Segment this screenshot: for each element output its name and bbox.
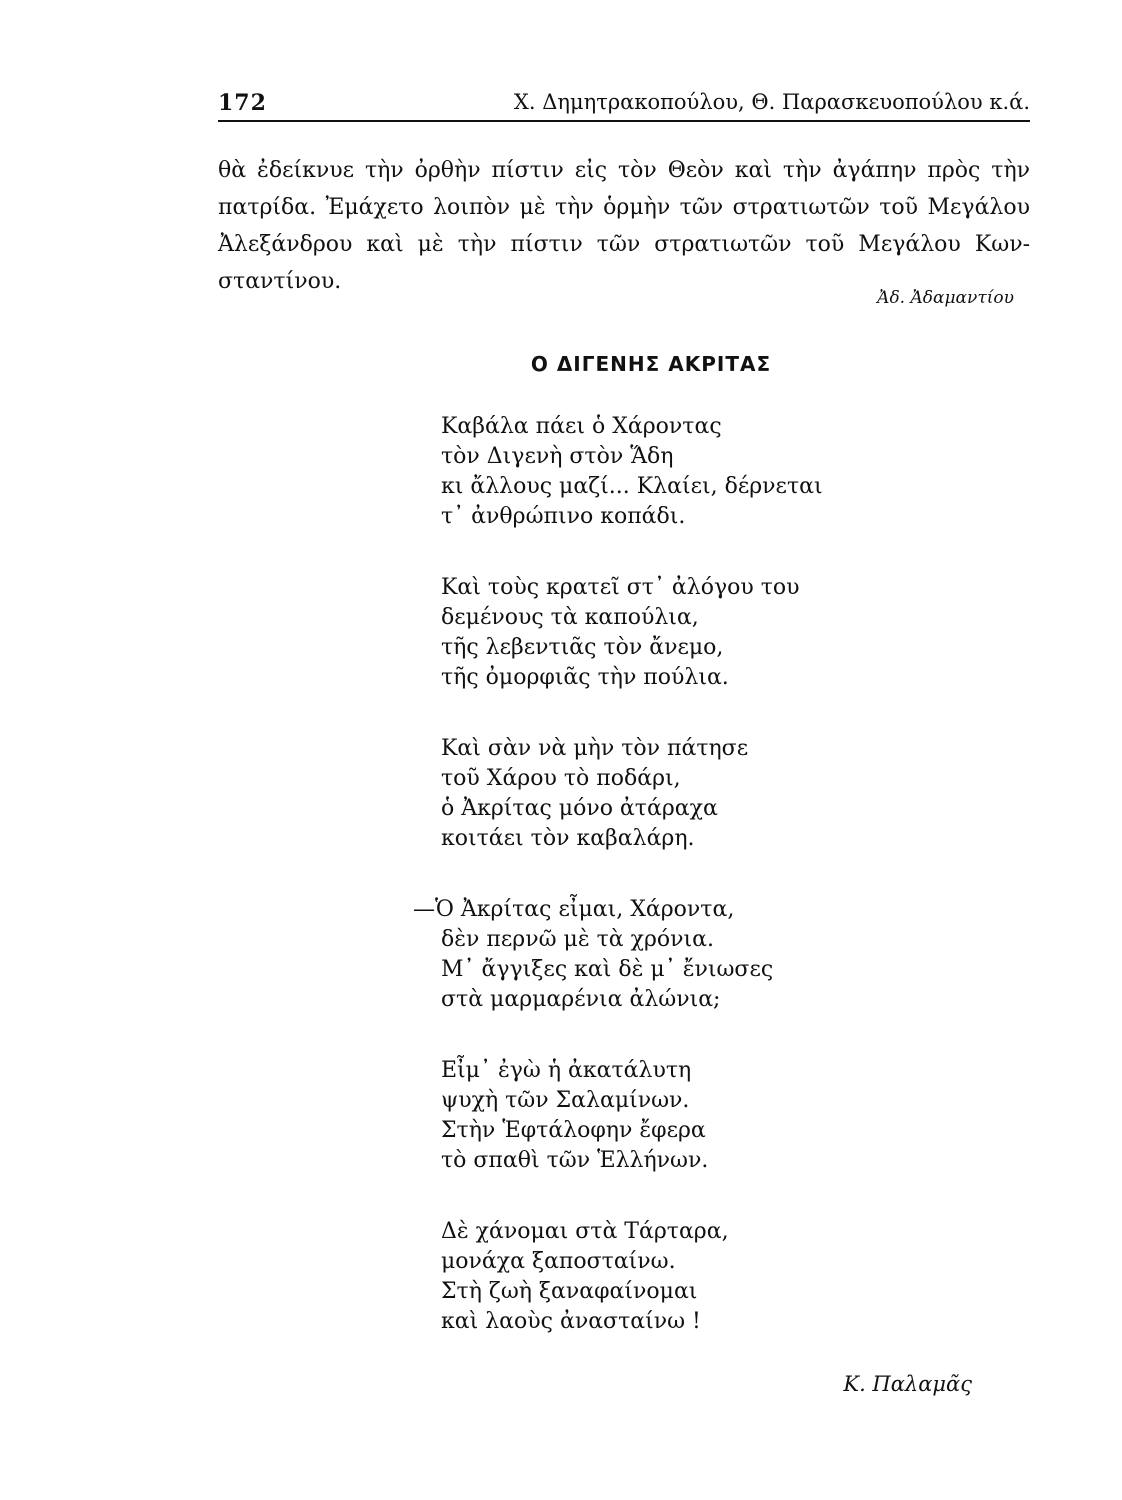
poem-stanza [441, 412, 823, 532]
poem-line: κι ἄλλους μαζί... Κλαίει, δέρνεται [441, 474, 823, 499]
page-number: 172 [218, 90, 267, 116]
poem-stanza [441, 1056, 823, 1176]
poem-stanza [413, 895, 823, 1015]
prose-line: σταντίνου. [218, 269, 342, 294]
poem [413, 412, 823, 1378]
poem-stanza [441, 573, 823, 693]
prose-attribution: Ἀδ. Ἀδαμαντίου [877, 288, 1014, 308]
running-head: Χ. Δημητρακοπούλου, Θ. Παρασκευοπούλου κ.ά. [513, 90, 1030, 114]
poem-line: δὲν περνῶ μὲ τὰ χρόνια. [441, 927, 714, 952]
prose-line: θὰ ἐδείκνυε τὴν ὀρθὴν πίστιν εἰς τὸν Θεὸν καὶ τὴν ἀγάπην πρὸς τὴν [218, 158, 1030, 183]
poem-line: ὁ Ἀκρίτας μόνο ἀτάραχα [441, 796, 718, 821]
poem-stanza [441, 1217, 823, 1337]
poem-line: μονάχα ξαποσταίνω. [441, 1249, 676, 1274]
poem-line: κοιτάει τὸν καβαλάρη. [441, 826, 695, 851]
poem-line: τῆς λεβεντιᾶς τὸν ἄνεμο, [441, 635, 724, 660]
poem-line: ψυχὴ τῶν Σαλαμίνων. [441, 1088, 690, 1113]
poem-line: Μ᾿ ἄγγιξες καὶ δὲ μ᾿ ἔνιωσες [441, 957, 774, 982]
poem-line: —Ὁ Ἀκρίτας εἶμαι, Χάροντα, [413, 897, 735, 922]
poem-line: τῆς ὀμορφιᾶς τὴν πούλια. [441, 665, 729, 690]
poem-line: δεμένους τὰ καπούλια, [441, 605, 699, 630]
poem-line: Εἶμ᾿ ἐγὼ ἡ ἀκατάλυτη [441, 1058, 692, 1083]
poem-line: Καὶ σὰν νὰ μὴν τὸν πάτησε [441, 736, 749, 761]
page-header [218, 88, 1030, 122]
poem-line: τὸ σπαθὶ τῶν Ἑλλήνων. [441, 1148, 709, 1173]
poem-signature: Κ. Παλαμᾶς [843, 1372, 972, 1396]
poem-line: Καὶ τοὺς κρατεῖ στ᾿ ἀλόγου του [441, 575, 800, 600]
poem-line: Δὲ χάνομαι στὰ Τάρταρα, [441, 1219, 729, 1244]
prose-paragraph [218, 152, 1030, 300]
poem-stanza [441, 734, 823, 854]
poem-line: καὶ λαοὺς ἀνασταίνω ! [441, 1309, 701, 1334]
poem-line: Στὴν Ἑφτάλοφην ἔφερα [441, 1118, 706, 1143]
poem-line: τὸν Διγενὴ στὸν Ἅδη [441, 444, 674, 469]
poem-line: Στὴ ζωὴ ξαναφαίνομαι [441, 1279, 698, 1304]
poem-line: Καβάλα πάει ὁ Χάροντας [441, 414, 722, 439]
poem-line: στὰ μαρμαρένια ἀλώνια; [441, 987, 721, 1012]
poem-line: τοῦ Χάρου τὸ ποδάρι, [441, 766, 681, 791]
poem-title: Ο ΔΙΓΕΝΗΣ ΑΚΡΙΤΑΣ [530, 352, 772, 376]
poem-line: τ᾿ ἀνθρώπινο κοπάδι. [441, 504, 686, 529]
prose-line: Ἀλεξάνδρου καὶ μὲ τὴν πίστιν τῶν στρατιωτῶν τοῦ Μεγάλου Κων- [218, 232, 1030, 257]
prose-line: πατρίδα. Ἐμάχετο λοιπὸν μὲ τὴν ὁρμὴν τῶν στρατιωτῶν τοῦ Μεγάλου [218, 195, 1030, 220]
